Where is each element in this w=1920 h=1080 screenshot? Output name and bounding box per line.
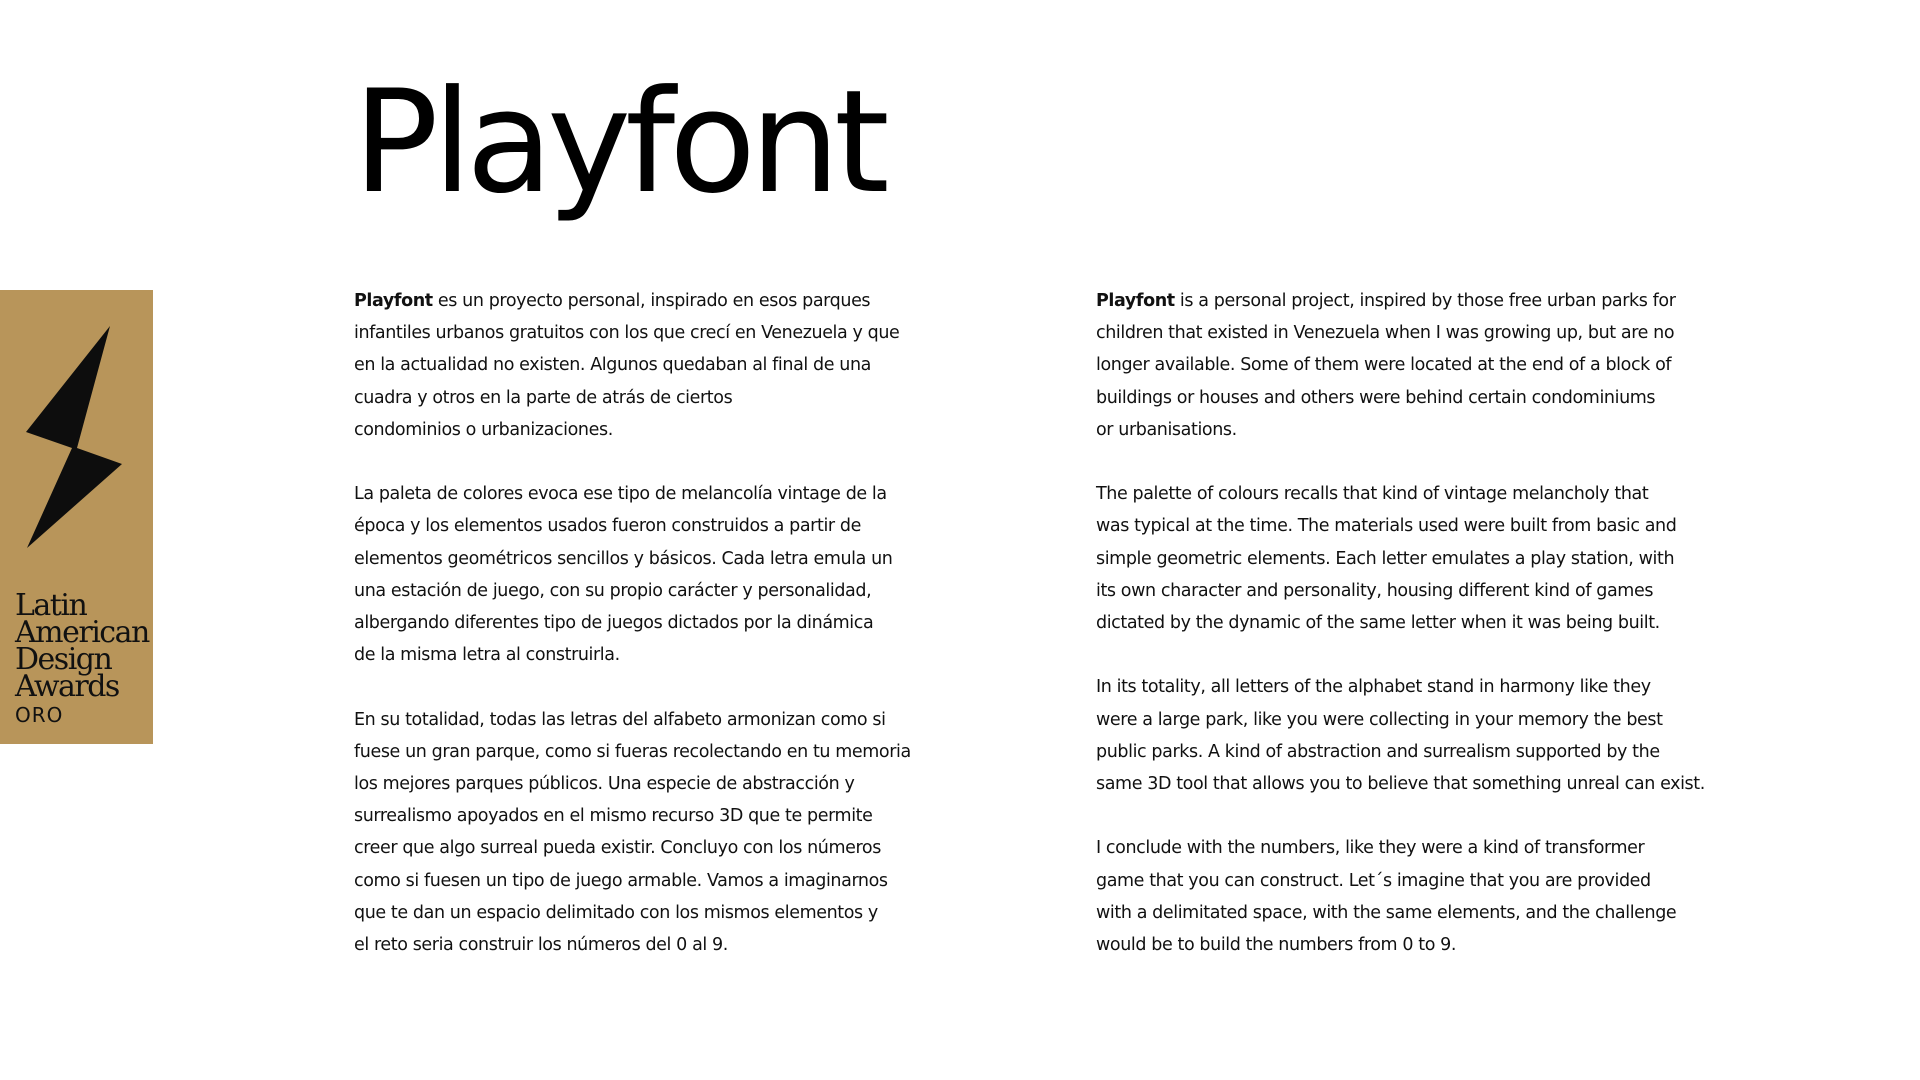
spanish-paragraph-2 [354, 478, 914, 671]
text-line: fuese un gran parque, como si fueras recolectando en tu memoria [354, 741, 911, 762]
text-line: que te dan un espacio delimitado con los mismos elementos y [354, 902, 878, 923]
lightning-bolt-icon [22, 326, 126, 556]
text-line: albergando diferentes tipo de juegos dictados por la dinámica [354, 613, 874, 634]
page-title: Playfont [353, 60, 884, 225]
text-line: La paleta de colores evoca ese tipo de melancolía vintage de la [354, 484, 887, 505]
spanish-paragraph-1 [354, 285, 914, 446]
text-line: de la misma letra al construirla. [354, 645, 620, 666]
text-fragment: is a personal project, inspired by those free urban parks for [1174, 291, 1676, 311]
text-line: longer available. Some of them were located at the end of a block of [1096, 355, 1672, 376]
text-line: condominios o urbanizaciones. [354, 419, 613, 440]
text-line: its own character and personality, housing different kind of games [1096, 580, 1654, 601]
text-line: los mejores parques públicos. Una especie de abstracción y [354, 774, 855, 795]
award-line: American [15, 615, 149, 650]
award-badge [0, 290, 153, 744]
text-line: dictated by the dynamic of the same letter when it was being built. [1096, 613, 1660, 634]
text-line: simple geometric elements. Each letter emulates a play station, with [1096, 548, 1675, 569]
text-line: infantiles urbanos gratuitos con los que crecí en Venezuela y que [354, 323, 900, 344]
text-line: same 3D tool that allows you to believe that something unreal can exist. [1096, 774, 1705, 795]
text-line: The palette of colours recalls that kind of vintage melancholy that [1096, 484, 1649, 505]
award-line: Design [15, 642, 112, 677]
english-paragraph-1 [1096, 285, 1716, 446]
english-paragraph-2 [1096, 478, 1716, 639]
text-fragment: es un proyecto personal, inspirado en esos parques [432, 291, 871, 311]
text-line: buildings or houses and others were behind certain condominiums [1096, 387, 1656, 408]
text-line: creer que algo surreal pueda existir. Concluyo con los números [354, 838, 881, 859]
award-name [15, 588, 149, 704]
text-line: En su totalidad, todas las letras del alfabeto armonizan como si [354, 709, 886, 730]
text-line: public parks. A kind of abstraction and surrealism supported by the [1096, 741, 1660, 762]
text-line: como si fuesen un tipo de juego armable. Vamos a imaginarnos [354, 870, 888, 891]
brand-name: Playfont [354, 291, 433, 311]
award-line: Latin [15, 588, 87, 623]
text-line: In its totality, all letters of the alphabet stand in harmony like they [1096, 677, 1651, 698]
text-line: cuadra y otros en la parte de atrás de ciertos [354, 387, 733, 408]
brand-name: Playfont [1096, 291, 1175, 311]
text-line [1096, 285, 1716, 317]
english-description [1096, 285, 1716, 993]
text-line: I conclude with the numbers, like they were a kind of transformer [1096, 838, 1645, 859]
text-line: una estación de juego, con su propio carácter y personalidad, [354, 580, 872, 601]
text-line: was typical at the time. The materials used were built from basic and [1096, 516, 1677, 537]
text-line: were a large park, like you were collecting in your memory the best [1096, 709, 1663, 730]
award-line: Awards [15, 669, 119, 704]
spanish-paragraph-3 [354, 704, 914, 962]
spanish-description [354, 285, 914, 993]
english-paragraph-4 [1096, 832, 1716, 961]
text-line: época y los elementos usados fueron construidos a partir de [354, 516, 861, 537]
text-line: game that you can construct. Let´s imagine that you are provided [1096, 870, 1651, 891]
award-level: ORO [15, 703, 64, 727]
english-paragraph-3 [1096, 671, 1716, 800]
text-line: children that existed in Venezuela when I was growing up, but are no [1096, 323, 1675, 344]
text-line: elementos geométricos sencillos y básicos. Cada letra emula un [354, 548, 893, 569]
text-line: or urbanisations. [1096, 419, 1237, 440]
text-line: en la actualidad no existen. Algunos quedaban al final de una [354, 355, 871, 376]
text-line: el reto seria construir los números del 0 al 9. [354, 935, 728, 956]
text-line: would be to build the numbers from 0 to 9. [1096, 935, 1457, 956]
text-line: with a delimitated space, with the same elements, and the challenge [1096, 902, 1677, 923]
text-line: surrealismo apoyados en el mismo recurso 3D que te permite [354, 806, 873, 827]
text-line [354, 285, 914, 317]
